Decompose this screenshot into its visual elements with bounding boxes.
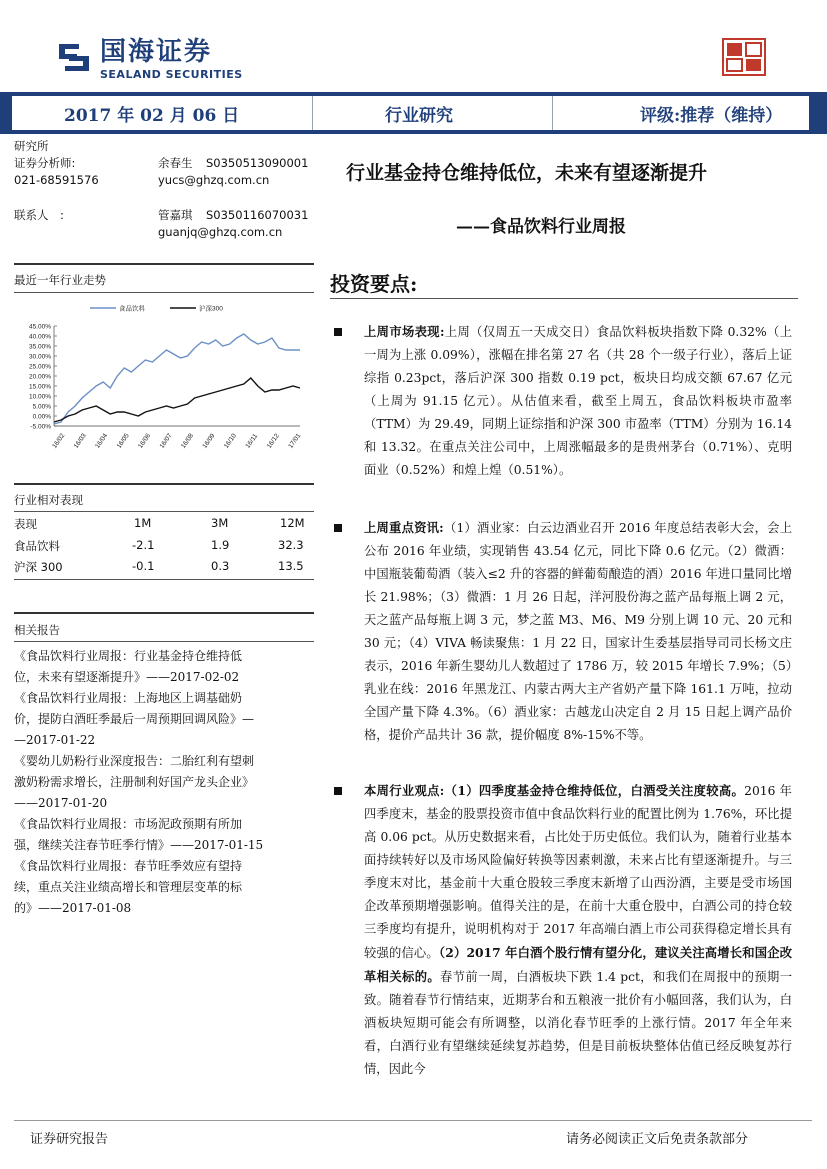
y-tick-label: 15.00% [28, 383, 51, 391]
contact-name: 管嘉琪 [158, 208, 193, 222]
logo-name-en: SEALAND SECURITIES [100, 68, 243, 81]
report-type: 行业研究 [385, 105, 453, 126]
analyst-email[interactable]: yucs@ghzq.com.cn [158, 173, 270, 187]
paragraph-title: 上周重点资讯: [364, 520, 444, 535]
list-item[interactable]: 强，继续关注春节旺季行情》——2017-01-15 [14, 838, 264, 852]
divider [14, 511, 314, 512]
table-row [14, 556, 314, 578]
table-cell: 13.5 [278, 559, 304, 573]
table-cell: 食品饮料 [14, 539, 60, 553]
contact-email[interactable]: guanjq@ghzq.com.cn [158, 225, 283, 239]
paragraph-view [364, 779, 792, 1081]
list-item[interactable]: 位，未来有望逐渐提升》——2017-02-02 [14, 670, 240, 684]
divider [330, 298, 798, 299]
list-item[interactable]: 《食品饮料行业周报：春节旺季效应有望持 [14, 859, 243, 873]
y-tick-label: 20.00% [28, 373, 51, 381]
y-tick-label: 5.00% [32, 403, 51, 411]
col-header: 3M [211, 516, 229, 530]
divider [14, 292, 314, 293]
y-tick-label: 40.00% [28, 333, 51, 341]
trend-chart [10, 296, 310, 466]
x-tick-label: 16/05 [115, 432, 131, 450]
table-header-row [14, 513, 314, 535]
x-tick-label: 16/10 [222, 432, 238, 450]
bullet-icon [334, 328, 342, 336]
y-tick-label: -5.00% [30, 423, 51, 431]
report-subtitle: ——食品饮料行业周报 [456, 217, 626, 237]
list-item[interactable]: 激奶粉需求增长，注册制利好国产龙头企业》 [14, 775, 255, 789]
paragraph-title: 本周行业观点: [364, 783, 445, 798]
footer-left: 证券研究报告 [30, 1132, 109, 1147]
series-line-1 [54, 378, 300, 422]
x-tick-label: 16/06 [137, 432, 153, 450]
table-cell: -0.1 [132, 559, 155, 573]
table-cell: 1.9 [211, 538, 230, 552]
divider [14, 263, 314, 265]
list-item[interactable]: 续，重点关注业绩高增长和管理层变革的标 [14, 880, 243, 894]
table-row [14, 535, 314, 557]
paragraph-text: 春节前一周，白酒板块下跌 1.4 pct，和我们在周报中的预期一致。随着春节行情结束，近期茅台和五粮液一批价有小幅回落，我们认为，白酒板块短期可能会有所调整，以消化春节旺季的上涨行情。2017 年全年来看，白酒行业有望继续延续复苏趋势，但是目前板块整体估值已经反映复苏行情，因此今 [364, 970, 792, 1076]
related-heading: 相关报告 [14, 623, 60, 637]
list-item[interactable]: 的》——2017-01-08 [14, 901, 132, 915]
logo-name-cn: 国海证券 [100, 37, 213, 67]
research-seal-icon [722, 38, 766, 76]
y-tick-label: 25.00% [28, 363, 51, 371]
relative-heading: 行业相对表现 [14, 493, 83, 507]
divider [312, 96, 313, 130]
col-header: 表现 [14, 517, 37, 531]
table-cell: 0.3 [211, 559, 230, 573]
x-tick-label: 16/03 [72, 432, 88, 450]
institute-label: 研究所 [14, 139, 49, 153]
bullet-icon [334, 524, 342, 532]
x-tick-label: 16/11 [244, 432, 260, 450]
list-item[interactable]: 《食品饮料行业周报：市场泥政预期有所加 [14, 817, 243, 831]
y-tick-label: 35.00% [28, 343, 51, 351]
x-tick-label: 16/02 [51, 432, 67, 450]
list-item[interactable]: ——2017-01-20 [14, 796, 108, 810]
list-item[interactable]: 价，提防白酒旺季最后一周预期回调风险》— [14, 712, 255, 726]
list-item[interactable]: 《食品饮料行业周报：上海地区上调基础奶 [14, 691, 243, 705]
y-tick-label: 45.00% [28, 323, 51, 331]
x-tick-label: 16/09 [201, 432, 217, 450]
contact-license: S0350116070031 [206, 208, 309, 222]
x-tick-label: 16/08 [179, 432, 196, 450]
trend-heading: 最近一年行业走势 [14, 273, 106, 287]
col-header: 1M [134, 516, 152, 530]
sealand-logo-icon [55, 38, 93, 76]
paragraph-text: 上周（仅周五一天成交日）食品饮料板块指数下降 0.32%（上一周为上涨 0.09%），涨幅在排名第 27 名（共 28 个一级子行业），落后上证综指 0.23pct，落后沪深 300 指数 0.19 pct，板块日均成交额 67.67 亿元（上周为 91.15 亿元）。从估值来看，截至上周五，食品饮料板块市盈率（TTM）为 29.49，同期上证综指和沪深 300 市盈率（TTM）分别为 16.14 和 13.32。在重点关注公司中，上周涨幅最多的是贵州茅台（0.71%）、克明面业（0.52%）和煌上煌（0.51%）。 [364, 325, 792, 477]
paragraph-bold: （1）四季度基金持仓维持低位，白酒受关注度较高。 [444, 783, 745, 798]
divider [14, 1120, 812, 1121]
x-tick-label: 16/12 [265, 432, 281, 450]
contact-label: 联系人 : [14, 208, 64, 222]
divider [14, 641, 314, 642]
section-heading: 投资要点: [330, 272, 418, 296]
bullet-icon [334, 787, 342, 795]
rating-label: 评级:推荐（维持） [640, 105, 783, 126]
list-item[interactable]: 《食品饮料行业周报：行业基金持仓维持低 [14, 649, 243, 663]
analyst-label: 证券分析师: [14, 156, 76, 170]
paragraph-title: 上周市场表现: [364, 324, 445, 339]
divider [14, 483, 314, 485]
x-tick-label: 16/07 [158, 432, 174, 450]
series-line-0 [54, 334, 300, 424]
report-date: 2017 年 02 月 06 日 [64, 105, 240, 126]
paragraph-text: （1）酒业家：白云边酒业召开 2016 年度总结表彰大会，会上公布 2016 年业绩，实现销售 43.54 亿元，同比下降 0.6 亿元。（2）微酒：中国瓶装葡萄酒（装入≤2 升的容器的鲜葡萄酿造的酒）2016 年进口量同比增长 21.98%；（3）微酒：1 月 26 日起，洋河股份海之蓝产品每瓶上调 2 元，天之蓝产品每瓶上调 3 元，梦之蓝 M3、M6、M9 分别上调 10 元、20 元和 30 元；（4）VIVA 畅读聚焦：1 月 22 日，国家计生委基层指导司司长杨文庄表示，2016 年新生婴幼儿人数超过了 1786 万，较 2015 年增长 7.9%；（5）乳业在线：2016 年黑龙江、内蒙古两大主产省奶产量下降 161.1 万吨，拉动全国产量下降 4.3%。（6）酒业家：古越龙山决定自 2 月 15 日起上调产品价格，提价产品共计 36 款，提价幅度 8%-15%不等。 [364, 521, 793, 742]
y-tick-label: 30.00% [28, 353, 51, 361]
footer-disclaimer: 请务必阅读正文后免责条款部分 [566, 1132, 749, 1147]
divider [552, 96, 553, 130]
report-title: 行业基金持仓维持低位，未来有望逐渐提升 [346, 162, 708, 184]
col-header: 12M [280, 516, 305, 530]
list-item[interactable]: —2017-01-22 [14, 733, 96, 747]
legend-label: 沪深300 [199, 305, 223, 313]
analyst-phone: 021-68591576 [14, 173, 99, 187]
paragraph-market [364, 320, 792, 482]
paragraph-text: 2016 年四季度末，基金的股票投资市值中食品饮料行业的配置比例为 1.76%，环比提高 0.06 pct。从历史数据来看，占比处于历史低位。我们认为，随着行业基本面持续转好以及市场风险偏好转换等因素刺激，未来占比有望逐渐提升。与三季度末对比，基金前十大重仓股较三季度末新增了山西汾酒，主要是受市场国企改革预期增强影响。值得关注的是，在前十大重仓股中，白酒公司的持仓较三季度均有提升，说明机构对于 2017 年高端白酒上市公司获得稳定增长具有较强的信心。 [364, 784, 792, 960]
list-item[interactable]: 《婴幼儿奶粉行业深度报告：二胎红利有望刺 [14, 754, 255, 768]
related-report-list [14, 646, 314, 919]
analyst-license: S0350513090001 [206, 156, 309, 170]
divider [14, 612, 314, 614]
paragraph-news [364, 516, 792, 747]
table-cell: 沪深 300 [14, 560, 63, 574]
y-tick-label: 10.00% [28, 393, 51, 401]
x-tick-label: 17/01 [287, 432, 303, 450]
legend-label: 食品饮料 [119, 305, 145, 313]
analyst-name: 余春生 [158, 156, 193, 170]
table-cell: 32.3 [278, 538, 304, 552]
table-cell: -2.1 [132, 538, 155, 552]
divider [14, 579, 314, 580]
paragraph-bold: （2）2017 年白酒个股行情有望分化，建议关注高增长和国企改革相关标的。 [364, 945, 792, 984]
header-info-strip [12, 96, 809, 130]
y-tick-label: 0.00% [32, 413, 51, 421]
x-tick-label: 16/04 [94, 432, 110, 450]
